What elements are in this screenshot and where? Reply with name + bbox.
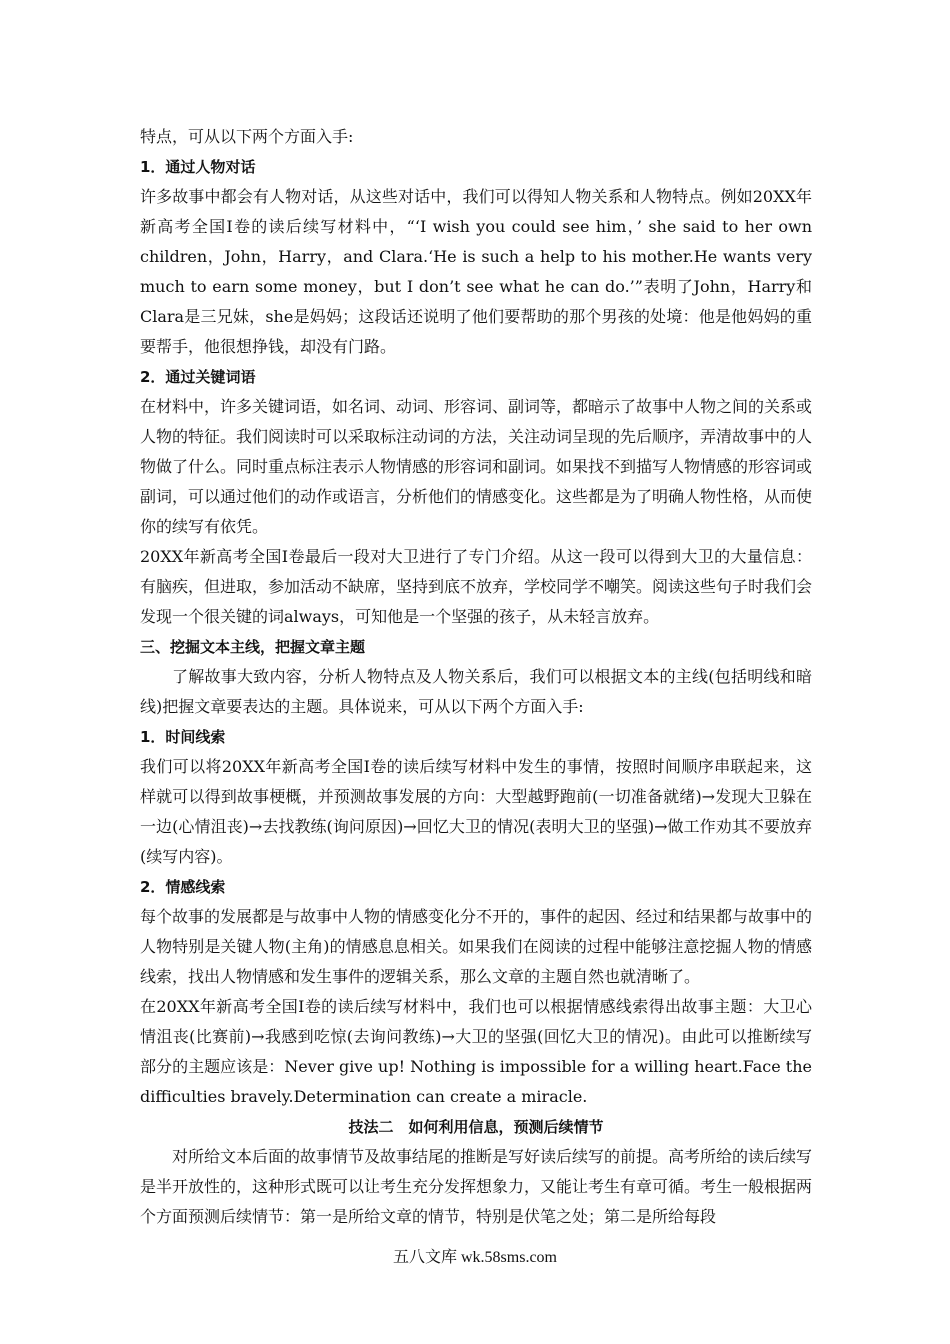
paragraph-main-thread: 了解故事大致内容，分析人物特点及人物关系后，我们可以根据文本的主线(包括明线和暗线)把握文章要表达的主题。具体说来，可从以下两个方面入手: [140, 667, 812, 716]
paragraph-david: 20XX年新高考全国Ⅰ卷最后一段对大卫进行了专门介绍。从这一段可以得到大卫的大量信息：有脑疾，但进取，参加活动不缺席，坚持到底不放弃，学校同学不嘲笑。阅读这些句子时我们会发现一个很关键的词always，可知他是一个坚强的孩子，从未轻言放弃。 [140, 547, 813, 626]
technique-two-title: 技法二 如何利用信息，预测后续情节 [348, 1118, 604, 1136]
document-body [140, 122, 812, 1232]
paragraph-timeline: 我们可以将20XX年新高考全国Ⅰ卷的读后续写材料中发生的事情，按照时间顺序串联起来，这样就可以得到故事梗概，并预测故事发展的方向：大型越野跑前(一切准备就绪)→发现大卫躲在一边(心情沮丧)→去找教练(询问原因)→回忆大卫的情况(表明大卫的坚强)→做工作劝其不要放弃(续写内容)。 [140, 757, 812, 866]
part-three-heading: 三、挖掘文本主线，把握文章主题 [140, 638, 366, 656]
intro-line: 特点，可从以下两个方面入手: [140, 127, 354, 146]
section-heading-emotion: 2．情感线索 [140, 878, 226, 896]
paragraph-dialogue: 许多故事中都会有人物对话，从这些对话中，我们可以得知人物关系和人物特点。例如20XX年新高考全国Ⅰ卷的读后续写材料中，“‘I wish you could see him，’ she said to her own children，John，Harry，and Clara.‘He is such a help to his mother.He wants very much to earn some money，but I don’t see what he can do.’”表明了John，Harry和Clara是三兄妹，she是妈妈；这段话还说明了他们要帮助的那个男孩的处境：他是他妈妈的重要帮手，他很想挣钱，却没有门路。 [140, 187, 812, 356]
paragraph-emotion: 每个故事的发展都是与故事中人物的情感变化分不开的，事件的起因、经过和结果都与故事中的人物特别是关键人物(主角)的情感息息相关。如果我们在阅读的过程中能够注意挖掘人物的情感线索，找出人物情感和发生事件的逻辑关系，那么文章的主题自然也就清晰了。 [140, 907, 813, 986]
paragraph-keywords: 在材料中，许多关键词语，如名词、动词、形容词、副词等，都暗示了故事中人物之间的关系或人物的特征。我们阅读时可以采取标注动词的方法，关注动词呈现的先后顺序，弄清故事中的人物做了什么。同时重点标注表示人物情感的形容词和副词。如果找不到描写人物情感的形容词或副词，可以通过他们的动作或语言，分析他们的情感变化。这些都是为了明确人物性格，从而使你的续写有依凭。 [140, 397, 813, 536]
paragraph-prediction: 对所给文本后面的故事情节及故事结尾的推断是写好读后续写的前提。高考所给的读后续写是半开放性的，这种形式既可以让考生充分发挥想象力，又能让考生有章可循。考生一般根据两个方面预测后续情节：第一是所给文章的情节，特别是伏笔之处；第二是所给每段 [140, 1147, 813, 1226]
page-footer: 五八文库 wk.58sms.com [392, 1249, 557, 1266]
section-heading-timeline: 1．时间线索 [140, 728, 226, 746]
section-heading-dialogue: 1．通过人物对话 [140, 158, 256, 176]
paragraph-emotion-example: 在20XX年新高考全国Ⅰ卷的读后续写材料中，我们也可以根据情感线索得出故事主题：大卫心情沮丧(比赛前)→我感到吃惊(去询问教练)→大卫的坚强(回忆大卫的情况)。由此可以推断续写部分的主题应该是：Never give up! Nothing is impossible for a willing heart.Face the difficulties bravely.Determination can create a miracle. [140, 997, 812, 1106]
section-heading-keywords: 2．通过关键词语 [140, 368, 256, 386]
